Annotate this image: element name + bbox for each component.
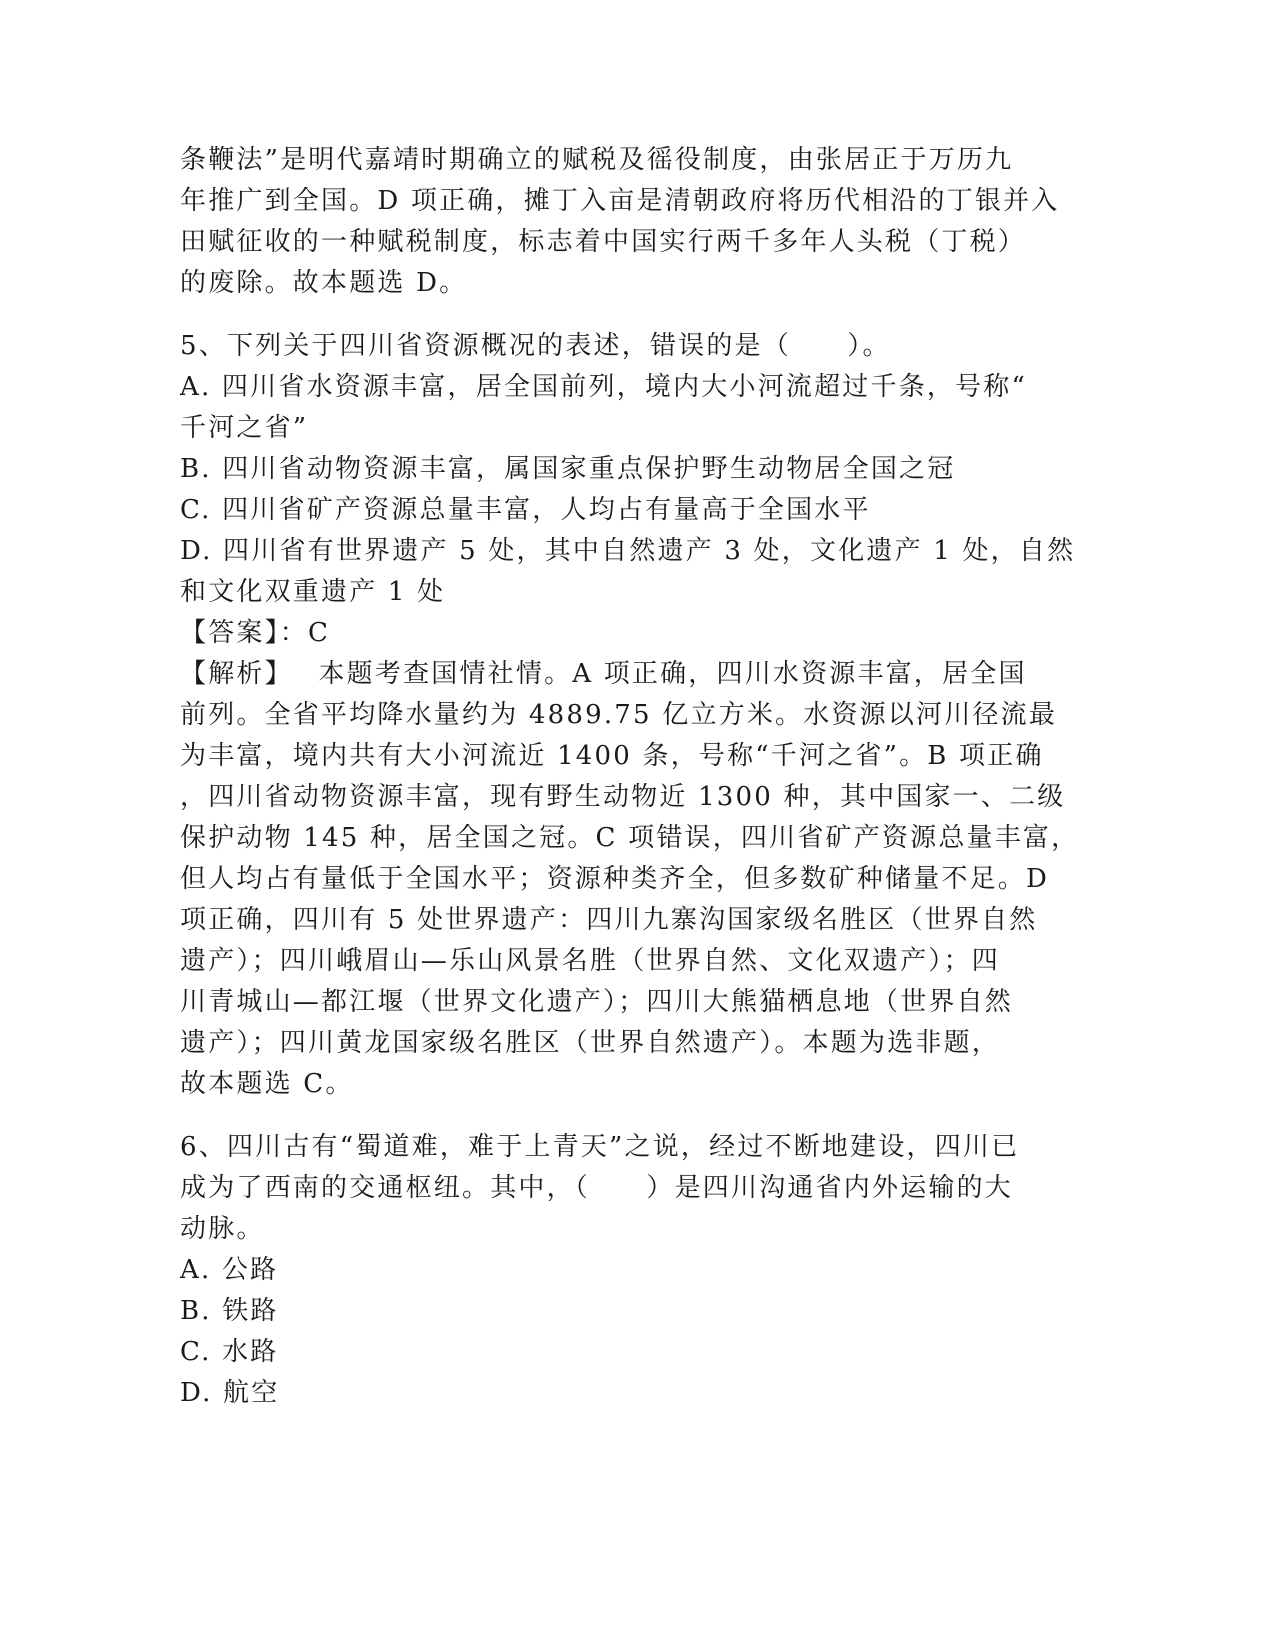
option-b: B. 四川省动物资源丰富，属国家重点保护野生动物居全国之冠 xyxy=(180,454,956,484)
option-d: D. 航空 xyxy=(180,1378,280,1408)
document-page xyxy=(180,140,1080,1414)
option-a: A. 四川省水资源丰富，居全国前列，境内大小河流超过千条，号称“ xyxy=(180,372,1027,402)
question-stem: 5、下列关于四川省资源概况的表述，错误的是（ ）。 xyxy=(180,331,891,361)
answer: 【答案】：C xyxy=(180,618,331,648)
option-a-continued: 千河之省” xyxy=(180,413,309,443)
text-line: 的废除。故本题选 D。 xyxy=(180,268,468,298)
analysis-line: 【解析】 本题考查国情社情。A 项正确，四川水资源丰富，居全国 xyxy=(180,659,1027,689)
analysis-line: 川青城山—都江堰（世界文化遗产）；四川大熊猫栖息地（世界自然 xyxy=(180,987,1014,1017)
text-line: 田赋征收的一种赋税制度，标志着中国实行两千多年人头税（丁税） xyxy=(180,227,1027,257)
analysis-line: 项正确，四川有 5 处世界遗产：四川九寨沟国家级名胜区（世界自然 xyxy=(180,905,1038,935)
analysis-line: ，四川省动物资源丰富，现有野生动物近 1300 种，其中国家一、二级 xyxy=(180,782,1066,812)
option-d-continued: 和文化双重遗产 1 处 xyxy=(180,577,446,607)
analysis-line: 遗产）；四川峨眉山—乐山风景名胜（世界自然、文化双遗产）；四 xyxy=(180,946,1001,976)
analysis-line: 故本题选 C。 xyxy=(180,1069,354,1099)
question-stem-continued: 成为了西南的交通枢纽。其中，（ ）是四川沟通省内外运输的大 xyxy=(180,1173,1014,1203)
analysis xyxy=(180,654,1080,1105)
spacer xyxy=(180,1105,1060,1127)
option-d: D. 四川省有世界遗产 5 处，其中自然遗产 3 处，文化遗产 1 处，自然 xyxy=(180,536,1076,566)
analysis-line: 遗产）；四川黄龙国家级名胜区（世界自然遗产）。本题为选非题， xyxy=(180,1028,1001,1058)
option-c: C. 四川省矿产资源总量丰富，人均占有量高于全国水平 xyxy=(180,495,871,525)
previous-question-explanation xyxy=(180,140,1060,304)
text-line: 条鞭法”是明代嘉靖时期确立的赋税及徭役制度，由张居正于万历九 xyxy=(180,145,1014,175)
question-5 xyxy=(180,326,1080,1105)
option-a: A. 公路 xyxy=(180,1255,279,1285)
analysis-line: 为丰富，境内共有大小河流近 1400 条，号称“千河之省”。B 项正确 xyxy=(180,741,1044,771)
spacer xyxy=(180,304,1060,326)
analysis-line: 但人均占有量低于全国水平；资源种类齐全，但多数矿种储量不足。D xyxy=(180,864,1050,894)
text-line: 年推广到全国。D 项正确，摊丁入亩是清朝政府将历代相沿的丁银并入 xyxy=(180,186,1060,216)
option-b: B. 铁路 xyxy=(180,1296,279,1326)
question-stem-continued: 动脉。 xyxy=(180,1214,265,1244)
analysis-line: 保护动物 145 种，居全国之冠。C 项错误，四川省矿产资源总量丰富， xyxy=(180,823,1080,853)
analysis-line: 前列。全省平均降水量约为 4889.75 亿立方米。水资源以河川径流最 xyxy=(180,700,1058,730)
option-c: C. 水路 xyxy=(180,1337,279,1367)
question-6 xyxy=(180,1127,1060,1414)
question-stem: 6、四川古有“蜀道难，难于上青天”之说，经过不断地建设，四川已 xyxy=(180,1132,1020,1162)
